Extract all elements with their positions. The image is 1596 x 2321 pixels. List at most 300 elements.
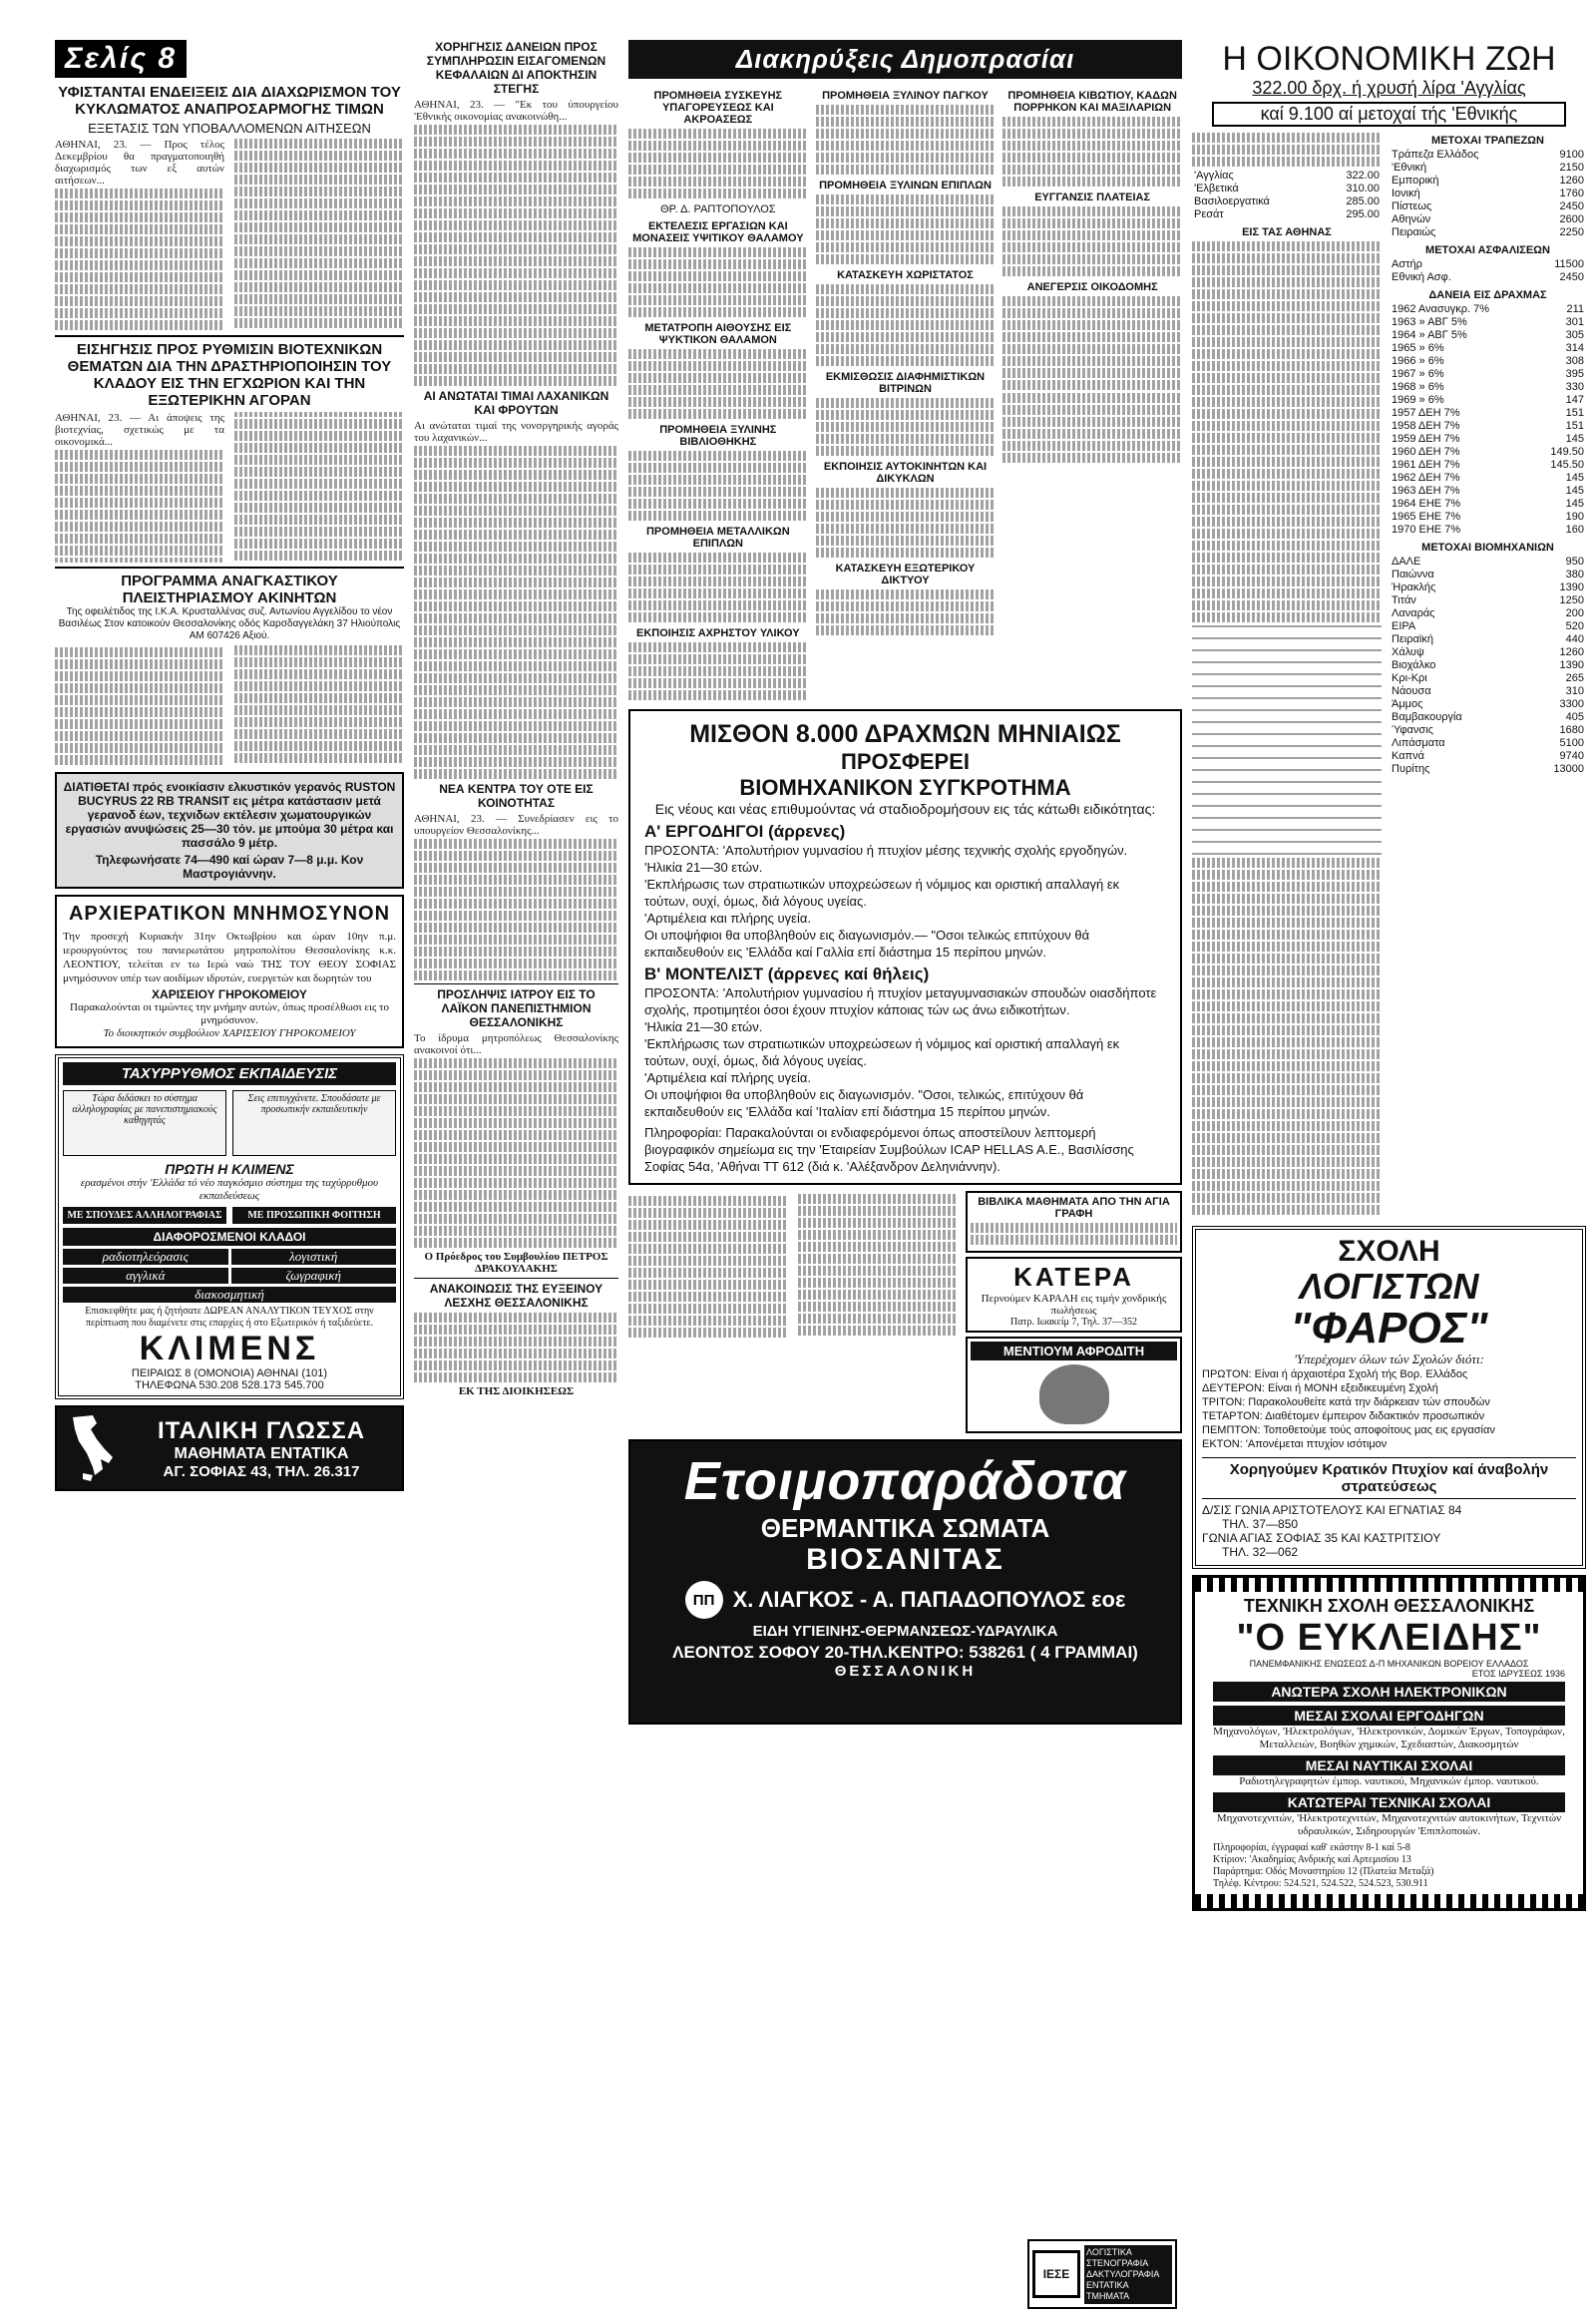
rate-name: 1967 » 6% [1392,368,1444,380]
radiator-line1: ΘΕΡΜΑΝΤΙΚΑ ΣΩΜΑΤΑ [760,1513,1050,1543]
rate-value: 2150 [1559,162,1584,174]
bank-row [1390,162,1586,175]
doctor-lead: Το ίδρυμα μητροπόλεως Θεσσαλονίκης ανακοινοί ότι... [414,1032,618,1056]
ote-lead: ΑΘΗΝΑΙ, 23. — Συνεδρίασεν εις το υπουργείον Θεσσαλονίκης... [414,813,618,837]
klimens-course-decoration: διακοσμητική [63,1287,396,1303]
faros-intro: 'Υπερέχομεν όλων τών Σχολών διότι: [1294,1352,1484,1366]
ad-job-offer [628,709,1182,1185]
rate-name: Εθνική Ασφ. [1392,271,1451,283]
industry-row [1390,737,1586,750]
rate-name: Καπνά [1392,750,1425,762]
economy-right [1390,130,1586,1218]
bible-title: ΒΙΒΛΙΚΑ ΜΑΘΗΜΑΤΑ ΑΠΟ ΤΗΝ ΑΓΙΑ ΓΡΑΦΗ [978,1196,1170,1220]
currency-table [1192,170,1382,221]
ad-mentium [966,1337,1182,1433]
rate-name: 1962 Ανασυγκρ. 7% [1392,303,1489,315]
ad-eukleidis [1192,1575,1586,1911]
rate-value: 395 [1565,368,1584,380]
ad-faros [1192,1226,1586,1569]
rate-value: 190 [1565,511,1584,523]
notice-title: ΕΚΤΕΛΕΣΙΣ ΕΡΓΑΣΙΩΝ ΚΑΙ ΜΟΝΑΣΕΙΣ ΥΨΙΤΙΚΟΥ ΘΑΛΑΜΟΥ [632,220,804,244]
ad-iese [1027,2239,1177,2309]
bank-row [1390,188,1586,200]
rate-name: 1968 » 6% [1392,381,1444,393]
industry-row [1390,672,1586,685]
crane-ad-text: ΔΙΑΤΙΘΕΤΑΙ πρός ενοικίασιν ελκυστικόν γερανός RUSTON BUCYRUS 22 RB TRANSIT εις μέτρα κατάστασιν μετά γερανοδ έων, τεχνιδων εκτέλεσιν χωματουργικών εργασιών ανυψώσεις 25—30 τόν. με μπούμα 30 μέτρα και πασσάλο 9 μέτρ. [63,780,396,850]
loan-row [1390,485,1586,498]
rate-name: 1969 » 6% [1392,394,1444,406]
ad-katera [966,1257,1182,1333]
page-masthead: Σελίς 8 [55,40,187,78]
article-body-3 [55,645,404,766]
industry-row [1390,763,1586,776]
klimens-slogan2: ερασμένοι στήν 'Ελλάδα τό νέο παγκόσμιο σύστημα της ταχύρρυθμου εκπαιδεύσεως [80,1177,379,1202]
rate-value: 9100 [1559,149,1584,161]
greek-key-border-top [1195,1578,1583,1592]
eukleidis-t3: Ραδιοτηλεγραφητών έμπορ. ναυτικού, Μηχανικών έμπορ. ναυτικού. [1239,1775,1539,1787]
rate-name: 1959 ΔΕΗ 7% [1392,433,1460,445]
rate-value: 3300 [1559,698,1584,710]
loan-row [1390,342,1586,355]
industry-row [1390,556,1586,569]
job-role-a: Α' ΕΡΓΟΔΗΓΟΙ (άρρενες) [644,822,846,841]
notice-title: ΕΚΠΟΙΗΣΙΣ ΑΧΡΗΣΤΟΥ ΥΛΙΚΟΥ [636,627,800,639]
eukleidis-h1: ΑΝΩΤΕΡΑ ΣΧΟΛΗ ΗΛΕΚΤΡΟΝΙΚΩΝ [1213,1682,1565,1702]
notice-title: ΠΡΟΜΗΘΕΙΑ ΣΥΣΚΕΥΗΣ ΥΠΑΓΟΡΕΥΣΕΩΣ ΚΑΙ ΑΚΡΟΑΣΕΩΣ [653,90,783,126]
rate-name: 1964 » ΑΒΓ 5% [1392,329,1467,341]
bank-row [1390,175,1586,188]
rate-value: 310 [1565,685,1584,697]
eukleidis-top: ΤΕΧΝΙΚΗ ΣΧΟΛΗ ΘΕΣΣΑΛΟΝΙΚΗΣ [1243,1596,1535,1616]
ad-klimens [55,1054,404,1399]
klimens-course-radio: ραδιοτηλεόρασις [63,1249,228,1265]
rate-value: 950 [1565,556,1584,568]
insurance-table [1390,258,1586,284]
article-doctor [414,1032,618,1248]
memorial-org: ΧΑΡΙΣΕΙΟΥ ΓΗΡΟΚΟΜΕΙΟΥ [152,987,307,1001]
klimens-name: ΚΛΙΜΕΝΣ [139,1330,320,1367]
faros-reason: ΔΕΥΤΕΡΟΝ: Είναι ή ΜΟΝΗ εξειδικευμένη Σχολή [1202,1382,1438,1394]
klimens-banner: ΔΙΑΦΟΡΟΣΜΕΝΟΙ ΚΛΑΔΟΙ [63,1228,396,1246]
rate-name: Βιοχάλκο [1392,659,1436,671]
radiator-big-title: Ετοιμοπαράδοτα [683,1451,1127,1511]
industry-row [1390,594,1586,607]
rate-value: 295.00 [1346,208,1380,220]
iese-text: ΛΟΓΙΣΤΙΚΑ ΣΤΕΝΟΓΡΑΦΙΑ ΔΑΚΤΥΛΟΓΡΑΦΙΑ ΕΝΤΑΤΙΚΑ ΤΜΗΜΑΤΑ [1084,2245,1172,2304]
klimens-top: ΤΑΧΥΡΡΥΘΜΟΣ ΕΚΠΑΙΔΕΥΣΙΣ [63,1062,396,1085]
loan-row [1390,446,1586,459]
memorial-signature: Το διοικητικόν συμβούλιον ΧΑΡΙΣΕΙΟΥ ΓΗΡΟΚΟΜΕΙΟΥ [103,1027,356,1039]
rate-value: 211 [1566,303,1584,315]
section-athens: ΕΙΣ ΤΑΣ ΑΘΗΝΑΣ [1242,226,1332,238]
economy-left [1192,130,1382,1218]
ad-radiators [628,1439,1182,1725]
column-1 [55,40,404,1497]
memorial-title: ΑΡΧΙΕΡΑΤΙΚΟΝ ΜΝΗΜΟΣΥΝΟΝ [68,903,391,925]
loan-row [1390,420,1586,433]
currency-row [1192,195,1382,208]
bank-table [1390,149,1586,239]
rate-name: 1957 ΔΕΗ 7% [1392,407,1460,419]
vegetables-lead: Αι ανώταται τιμαί της νονσργηρικής αγοράς του λαχανικών... [414,420,618,444]
rate-name: 1958 ΔΕΗ 7% [1392,420,1460,432]
job-role-b-req-2: 'Ηλικία 21—30 ετών. [644,1019,763,1034]
industry-row [1390,698,1586,711]
faros-reason: ΠΡΩΤΟΝ: Είναι ή άρχαιοτέρα Σχολή τής Βορ. Ελλάδος [1202,1368,1468,1380]
section-bank-shares: ΜΕΤΟΧΑΙ ΤΡΑΠΕΖΩΝ [1431,135,1544,147]
industry-row [1390,607,1586,620]
loan-row [1390,524,1586,537]
notice-title: ΕΚΜΙΣΘΩΣΙΣ ΔΙΑΦΗΜΙΣΤΙΚΩΝ ΒΙΤΡΙΝΩΝ [825,371,986,395]
memorial-text: Την προσεχή Κυριακήν 31ην Οκτωβρίου και ώραν 10ην π.μ. ιερουργούντος του πανιερωτάτου μητροπολίτου Θεσσαλονίκης κ.κ. ΛΕΟΝΤΙΟΥ, τελείται εν τω Ιερώ ναώ ΤΗΣ ΤΟΥ ΘΕΟΥ ΣΟΦΙΑΣ μνημόσυνον υπέρ των αοιδίμων ιδρυτών, ευεργετών και δωρητών του [63,931,396,984]
bank-row [1390,213,1586,226]
rate-value: 305 [1565,329,1584,341]
eukleidis-info1: Πληροφορίαι, έγγραφαί καθ' εκάστην 8-1 καί 5-8 [1213,1842,1410,1853]
faros-reasons [1202,1367,1576,1451]
rate-name: Λιπάσματα [1392,737,1445,749]
eukleidis-t4: Μηχανοτεχνιτών, 'Ηλεκτροτεχνιτών, Μηχανοτεχνιτών αυτοκινήτων, Τεχνιτών υδραυλικών, Σιδηρουργών 'Επιπλοποιών. [1216,1812,1562,1837]
rate-name: 1966 » 6% [1392,355,1444,367]
rate-name: 1962 ΔΕΗ 7% [1392,472,1460,484]
rate-name: 1960 ΔΕΗ 7% [1392,446,1460,458]
faros-line1: ΣΧΟΛΗ [1338,1235,1440,1268]
headline-vegetable-prices: ΑΙ ΑΝΩΤΑΤΑΙ ΤΙΜΑΙ ΛΑΧΑΝΙΚΩΝ ΚΑΙ ΦΡΟΥΤΩΝ [423,389,609,417]
rate-value: 151 [1565,420,1584,432]
rate-value: 1680 [1559,724,1584,736]
klimens-note: Επισκεφθήτε μας ή ζητήσατε ΔΩΡΕΑΝ ΑΝΑΛΥΤΙΚΟΝ ΤΕΥΧΟΣ στην περίπτωση που διαμένετε στις επαρχίες ή στο Εξωτερικόν ή ταξιδεύετε. [85,1306,374,1329]
rate-value: 145 [1565,433,1584,445]
headline-handicraft: ΕΙΣΗΓΗΣΙΣ ΠΡΟΣ ΡΥΘΜΙΣΙΝ ΒΙΟΤΕΧΝΙΚΩΝ ΘΕΜΑΤΩΝ ΔΙΑ ΤΗΝ ΔΡΑΣΤΗΡΙΟΠΟΙΗΣΙΝ ΤΟΥ ΚΛΑΔΟΥ ΕΙΣ ΤΗΝ ΕΓΧΩΡΙΟΝ ΚΑΙ ΤΗΝ ΕΞΩΤΕΡΙΚΗΝ ΑΓΟΡΑΝ [67,341,392,409]
column-3 [628,40,1182,1731]
notice-title: ΜΕΤΑΤΡΟΠΗ ΑΙΘΟΥΣΗΣ ΕΙΣ ΨΥΚΤΙΚΟΝ ΘΑΛΑΜΟΝ [644,322,792,346]
radiator-line2: ΒΙΟΣΑΝΙΤΑΣ [806,1543,1004,1576]
klimens-course-english: αγγλικά [63,1268,228,1284]
job-intro: Εις νέους και νέας επιθυμούντας νά σταδιοδρομήσουν εις τάς κάτωθι ειδικότητας: [654,801,1156,817]
eukleidis-name: "Ο ΕΥΚΛΕΙΔΗΣ" [1236,1617,1542,1659]
italian-sub: ΜΑΘΗΜΑΤΑ ΕΝΤΑΤΙΚΑ [174,1444,349,1462]
italy-map-icon [63,1413,119,1483]
katera-address: Πατρ. Ιωακείμ 7, Τηλ. 37—352 [1009,1317,1138,1328]
rate-name: Τιτάν [1392,594,1416,606]
rate-value: 145 [1565,485,1584,497]
industry-row [1390,724,1586,737]
radiator-line3: Χ. ΛΙΑΓΚΟΣ - Α. ΠΑΠΑΔΟΠΟΥΛΟΣ εοε [732,1587,1126,1612]
industry-row [1390,685,1586,698]
rate-name: Ήρακλής [1392,581,1436,593]
article-vegetables [414,420,618,779]
eukleidis-h3: ΜΕΣΑΙ ΝΑΥΤΙΚΑΙ ΣΧΟΛΑΙ [1213,1755,1565,1775]
article-loans [414,99,618,386]
iese-logo: ΙΕΣΕ [1032,2250,1080,2298]
loan-row [1390,355,1586,368]
job-role-b: Β' ΜΟΝΤΕΛΙΣΤ (άρρενες καί θήλεις) [644,965,930,983]
rate-name: Νάουσα [1392,685,1431,697]
rate-value: 2250 [1559,226,1584,238]
rate-value: 380 [1565,569,1584,580]
rate-value: 145.50 [1550,459,1584,471]
headline-ote: ΝΕΑ ΚΕΝΤΡΑ ΤΟΥ ΟΤΕ ΕΙΣ ΚΟΙΝΟΤΗΤΑΣ [439,782,594,810]
rate-value: 160 [1565,524,1584,536]
rate-name: 'Ελβετικά [1194,183,1239,194]
rate-value: 1260 [1559,175,1584,187]
loan-row [1390,433,1586,446]
rate-name: 'Αγγλίας [1194,170,1234,182]
job-role-b-req-1: ΠΡΟΣΟΝΤΑ: 'Απολυτήριον γυμνασίου ή πτυχίον μεταγυμνασιακών σπουδών οιασδήποτε σχολής, προτιμητέοι όσοι έχουν πτυχίον κάποιας τών ως άνω ειδικοτήτων. [644,985,1157,1017]
rate-name: 1970 ΕΗΕ 7% [1392,524,1461,536]
notice-col-1 [628,85,808,703]
job-role-b-req-4: 'Αρτιμέλεια καί πλήρης υγεία. [644,1070,811,1085]
rate-value: 308 [1565,355,1584,367]
rate-value: 13000 [1553,763,1584,775]
rate-name: Πυρίτης [1392,763,1430,775]
rate-name: ΕΙΡΑ [1392,620,1416,632]
loan-row [1390,498,1586,511]
rate-value: 151 [1565,407,1584,419]
gold-headline-1: 322.00 δρχ. ή χρυσή λίρα 'Αγγλίας [1252,78,1526,98]
article-club [414,1313,618,1382]
article-ote [414,813,618,980]
lower-left-ads [628,1191,958,1433]
section-loans: ΔΑΝΕΙΑ ΕΙΣ ΔΡΑΧΜΑΣ [1428,289,1547,301]
notice-signer: ΘΡ. Δ. ΡΑΠΤΟΠΟΥΛΟΣ [660,203,776,215]
ad-italian-language [55,1405,404,1491]
loan-row [1390,394,1586,407]
crane-ad-phone: Τηλεφωνήσατε 74—490 καί ώραν 7—8 μ.μ. Κον Μαστρογιάννην. [95,853,364,881]
rate-value: 2450 [1559,200,1584,212]
eukleidis-info2: Κτίριον: 'Ακαδημίας Ανδρικής καί Αρτεμισίου 13 [1213,1854,1411,1865]
headline-loans: ΧΟΡΗΓΗΣΙΣ ΔΑΝΕΙΩΝ ΠΡΟΣ ΣΥΜΠΛΗΡΩΣΙΝ ΕΙΣΑΓΟΜΕΝΩΝ ΚΕΦΑΛΑΙΩΝ ΔΙ ΑΠΟΚΤΗΣΙΝ ΣΤΕΓΗΣ [426,40,606,96]
faros-reason: ΕΚΤΟΝ: 'Απονέμεται πτυχίον ισότιμον [1202,1438,1388,1450]
headline-club: ΑΝΑΚΟΙΝΩΣΙΣ ΤΗΣ ΕΥΞΕΙΝΟΥ ΛΕΣΧΗΣ ΘΕΣΣΑΛΟΝΙΚΗΣ [429,1282,603,1310]
memorial-close: Παρακαλούνται οι τιμώντες την μνήμην αυτών, όπως προσέλθωσι εις το μνημόσυνον. [70,1001,389,1026]
eukleidis-info3: Παράρτημα: Οδός Μοναστηρίου 12 (Πλατεία Μεταξά) [1213,1866,1434,1877]
rate-value: 145 [1565,472,1584,484]
job-role-b-req-5: Οι υποψήφιοι θα υποβληθούν εις διαγωνισμόν. "Οσοι, τελικώς, επιτύχουν θά εκπαιδευθούν εις 'Ελλάδα καί 'Ιταλίαν επί διάστημα 15 περίπου μηνών. [644,1087,1084,1119]
auctions-banner: Διακηρύξεις Δημοπρασίαι [628,40,1182,79]
loan-row [1390,316,1586,329]
radiator-line6: ΘΕΣΣΑΛΟΝΙΚΗ [834,1663,977,1680]
exchange-table [1192,625,1382,855]
notice-title: ΠΡΟΜΗΘΕΙΑ ΜΕΤΑΛΛΙΚΩΝ ΕΠΙΠΛΩΝ [645,526,790,550]
rate-value: 2600 [1559,213,1584,225]
ad-crane-rental [55,772,404,889]
rate-value: 149.50 [1550,446,1584,458]
job-role-a-req-2: 'Ηλικία 21—30 ετών. [644,860,763,875]
rate-name: Πειραϊκή [1392,633,1433,645]
klimens-badge-correspondence: ΜΕ ΣΠΟΥΔΕΣ ΑΛΛΗΛΟΓΡΑΦΙΑΣ [63,1207,226,1224]
notice-col-3 [1002,85,1182,703]
faros-address1: Δ/ΣΙΣ ΓΩΝΙΑ ΑΡΙΣΤΟΤΕΛΟΥΣ ΚΑΙ ΕΓΝΑΤΙΑΣ 84 [1202,1503,1462,1517]
klimens-badge-attendance: ΜΕ ΠΡΟΣΩΠΙΚΗ ΦΟΙΤΗΣΗ [232,1207,396,1224]
rate-name: Βαμβακουργία [1392,711,1462,723]
loan-row [1390,381,1586,394]
klimens-slogan: ΠΡΩΤΗ Η ΚΛΙΜΕΝΣ [165,1161,294,1177]
klimens-address: ΠΕΙΡΑΙΩΣ 8 (ΟΜΟΝΟΙΑ) ΑΘΗΝΑΙ (101) [131,1367,328,1379]
rate-value: 145 [1565,498,1584,510]
job-info: Πληροφορίαι: Παρακαλούνται οι ενδιαφερόμενοι όπως αποστείλουν λεπτομερή βιογραφικόν σημείωμα εις την 'Εταιρείαν Συμβούλων ICAP HELLAS A.E., Βασιλίσσης Σοφίας 54α, 'Αθήναι ΤΤ 612 (διά κ. 'Αλέξανδρον Δεληνιάννην). [644,1125,1134,1174]
gold-headline-2: καί 9.100 αί μετοχαί τής 'Εθνικής [1212,102,1566,127]
loan-row [1390,459,1586,472]
job-role-a-req-1: ΠΡΟΣΟΝΤΑ: 'Απολυτήριον γυμνασίου ή πτυχίον μέσης τεχνικής σχολής εργοδηγών. [644,843,1128,858]
rate-value: 9740 [1559,750,1584,762]
lower-ads-row [628,1191,1182,1433]
rate-name: Εμπορική [1392,175,1439,187]
faros-reason: ΤΡΙΤΟΝ: Παρακολουθείτε κατά την διάρκειαν τών σπουδών [1202,1396,1490,1408]
column-2 [414,40,618,1397]
eukleidis-sub: ΠΑΝΕΜΦΑΝΙΚΗΣ ΕΝΩΣΕΩΣ Δ-Π ΜΗΧΑΝΙΚΩΝ ΒΟΡΕΙΟΥ ΕΛΛΑΔΟΣ [1249,1659,1529,1669]
industry-row [1390,620,1586,633]
faros-line2: ΛΟΓΙΣΤΩΝ [1299,1266,1479,1307]
italian-address: ΑΓ. ΣΟΦΙΑΣ 43, ΤΗΛ. 26.317 [163,1462,360,1480]
faros-tel2: ΤΗΛ. 32—062 [1222,1545,1299,1559]
katera-title: ΚΑΤΕΡΑ [1013,1262,1134,1292]
loans-table [1390,303,1586,537]
faros-reason: ΠΕΜΠΤΟΝ: Τοποθετούμε τούς αποφοίτους μας εις εργασίαν [1202,1424,1495,1436]
rate-value: 1390 [1559,581,1584,593]
rate-name: Πίστεως [1392,200,1432,212]
eukleidis-year: ΕΤΟΣ ΙΔΡΥΣΕΩΣ 1936 [1471,1669,1565,1679]
faros-slogan: Χορηγούμεν Κρατικόν Πτυχίον καί άναβολήν στρατεύσεως [1202,1457,1576,1499]
currency-row [1192,208,1382,221]
club-signature: ΕΚ ΤΗΣ ΔΙΟΙΚΗΣΕΩΣ [458,1385,575,1397]
rate-name: 1965 ΕΗΕ 7% [1392,511,1461,523]
rate-name: Ρεσάτ [1194,208,1224,220]
mentium-title: ΜΕΝΤΙΟΥΜ ΑΦΡΟΔΙΤΗ [971,1342,1177,1360]
notice-title: ΚΑΤΑΣΚΕΥΗ ΕΞΩΤΕΡΙΚΟΥ ΔΙΚΤΥΟΥ [835,563,976,586]
job-role-a-req-5: Οι υποψήφιοι θα υποβληθούν εις διαγωνισμόν.— "Οσοι τελικώς επιτύχουν θά εκπαιδευθούν εις 'Ελλάδα καί Γαλλία επί διάστημα 15 περίπου μηνών. [644,928,1090,960]
eukleidis-h2: ΜΕΣΑΙ ΣΧΟΛΑΙ ΕΡΓΟΔΗΓΩΝ [1213,1706,1565,1726]
faros-address2: ΓΩΝΙΑ ΑΓΙΑΣ ΣΟΦΙΑΣ 35 ΚΑΙ ΚΑΣΤΡΙΤΣΙΟΥ [1202,1531,1441,1545]
rate-name: Τράπεζα Ελλάδος [1392,149,1479,161]
klimens-phone: ΤΗΛΕΦΩΝΑ 530.208 528.173 545.700 [135,1379,324,1391]
rate-value: 1260 [1559,646,1584,658]
italian-title: ΙΤΑΛΙΚΗ ΓΛΩΣΣΑ [157,1416,366,1444]
article-body-2 [55,412,404,563]
section-insurance: ΜΕΤΟΧΑΙ ΑΣΦΑΛΙΣΕΩΝ [1425,244,1550,256]
rate-value: 1390 [1559,659,1584,671]
notice-title: ΠΡΟΜΗΘΕΙΑ ΞΥΛΙΝΗΣ ΒΙΒΛΙΟΘΗΚΗΣ [659,424,777,448]
notice-title: ΠΡΟΜΗΘΕΙΑ ΞΥΛΙΝΟΥ ΠΑΓΚΟΥ [822,90,989,102]
klimens-course-painting: ζωγραφική [231,1268,397,1284]
loan-row [1390,329,1586,342]
rate-value: 1760 [1559,188,1584,199]
currency-row [1192,170,1382,183]
loan-row [1390,511,1586,524]
rate-name: Λαναράς [1392,607,1435,619]
ad-bible [966,1191,1182,1253]
faros-reason: ΤΕΤΑΡΤΟΝ: Διαθέτομεν έμπειρον διδακτικόν προσωπικόν [1202,1410,1485,1422]
job-title-company: ΒΙΟΜΗΧΑΝΙΚΟΝ ΣΥΓΚΡΟΤΗΜΑ [739,775,1071,800]
rate-value: 11500 [1554,258,1584,270]
rate-value: 310.00 [1346,183,1380,194]
article-body-1 [55,139,404,331]
memorial-notice [55,895,404,1048]
radiator-line5: ΛΕΟΝΤΟΣ ΣΟΦΟΥ 20-ΤΗΛ.ΚΕΝΤΡΟ: 538261 ( 4 ΓΡΑΜΜΑΙ) [672,1643,1138,1662]
rate-name: ΔΑΛΕ [1392,556,1421,568]
rate-name: Άμμος [1392,698,1423,710]
rate-name: 1965 » 6% [1392,342,1444,354]
rate-name: 1961 ΔΕΗ 7% [1392,459,1460,471]
notice-title: ΑΝΕΓΕΡΣΙΣ ΟΙΚΟΔΟΜΗΣ [1026,281,1158,293]
notices-grid [628,85,1182,703]
rate-value: 314 [1565,342,1584,354]
faros-tel1: ΤΗΛ. 37—850 [1222,1517,1299,1531]
rate-value: 520 [1565,620,1584,632]
rate-name: Κρι-Κρι [1392,672,1427,684]
rate-value: 1250 [1559,594,1584,606]
notice-title: ΠΡΟΜΗΘΕΙΑ ΚΙΒΩΤΙΟΥ, ΚΑΔΩΝ ΠΟΡΡΗΚΟΝ ΚΑΙ ΜΑΞΙΛΑΡΙΩΝ [1007,90,1177,114]
job-title-offers: ΠΡΟΣΦΕΡΕΙ [840,749,971,774]
eukleidis-t2: Μηχανολόγων, 'Ηλεκτρολόγων, 'Ηλεκτρονικών, Δομικών Έργων, Τοπογράφων, Μεταλλειών, Βοηθών χημικών, Σχεδιαστών, Διακοσμητών [1213,1726,1565,1750]
rate-name: 1964 ΕΗΕ 7% [1392,498,1461,510]
rate-name: Χάλυψ [1392,646,1424,658]
radiator-logo: ΠΠ [685,1581,723,1619]
radiator-line4: ΕΙΔΗ ΥΓΙΕΙΝΗΣ-ΘΕΡΜΑΝΣΕΩΣ-ΥΔΡΑΥΛΙΚΑ [752,1623,1058,1640]
rate-name: Ιονική [1392,188,1420,199]
notice-title: ΠΡΟΜΗΘΕΙΑ ΞΥΛΙΝΩΝ ΕΠΙΠΛΩΝ [819,180,992,192]
economy-grid [1192,130,1586,1218]
notice-col-2 [816,85,996,703]
job-role-a-req-4: 'Αρτιμέλεια και πλήρης υγεία. [644,911,811,926]
rate-value: 405 [1565,711,1584,723]
industry-row [1390,711,1586,724]
job-role-a-req-3: 'Εκπλήρωσις των στρατιωτικών υποχρεώσεων ή νόμιμος και οριστική απαλλαγή εκ τούτων, ουχί, όμως, διά λόγους υγείας. [644,877,1120,909]
rate-name: 1963 » ΑΒΓ 5% [1392,316,1467,328]
industry-row [1390,633,1586,646]
rate-name: Παιώννα [1392,569,1434,580]
notice-title: ΚΑΤΑΣΚΕΥΗ ΧΩΡΙΣΤΑΤΟΣ [837,269,974,281]
headline-auction: ΠΡΟΓΡΑΜΜΑ ΑΝΑΓΚΑΣΤΙΚΟΥ ΠΛΕΙΣΤΗΡΙΑΣΜΟΥ ΑΚΙΝΗΤΩΝ [121,573,338,606]
job-role-b-req-3: 'Εκπλήρωσις των στρατιωτικών υποχρεώσεων ή νόμιμος καί οριστική απαλλαγή εκ τούτων, ουχί, όμως, διά λόγους υγείας. [644,1036,1120,1068]
insurance-row [1390,271,1586,284]
currency-row [1192,183,1382,195]
rate-value: 200 [1565,607,1584,619]
rate-value: 147 [1565,394,1584,406]
loan-row [1390,472,1586,485]
section-industry: ΜΕΤΟΧΑΙ ΒΙΟΜΗΧΑΝΙΩΝ [1421,542,1554,554]
lower-right-ads [966,1191,1182,1433]
rate-value: 330 [1565,381,1584,393]
column-4 [1192,40,1586,1911]
economy-title: Η ΟΙΚΟΝΟΜΙΚΗ ΖΩΗ [1222,40,1556,78]
bank-row [1390,200,1586,213]
eukleidis-h4: ΚΑΤΩΤΕΡΑΙ ΤΕΧΝΙΚΑΙ ΣΧΟΛΑΙ [1213,1792,1565,1812]
rate-value: 322.00 [1346,170,1380,182]
notice-title: ΕΥΓΓΑΝΣΙΣ ΠΛΑΤΕΙΑΣ [1034,192,1151,203]
job-title-salary: ΜΙΣΘΟΝ 8.000 ΔΡΑΧΜΩΝ ΜΗΝΙΑΙΩΣ [689,720,1121,748]
loan-row [1390,407,1586,420]
auction-subhead: Της οφειλέτιδος της Ι.Κ.Α. Κρυσταλλένας συζ. Αντωνίου Αγγελίδου το νέον Βασιλέως Στον κατοικούν Θεσσαλονίκης οδός Καρσδαγγελάκη 37 Ηλιούπολις ΑΜ 607426 Αξιού. [58,606,401,641]
article-lead-1: ΑΘΗΝΑΙ, 23. — Προς τέλος Δεκεμβρίου θα πραγματοποιηθή διαχωρισμός των εξ αυτών αιτήσεων... [55,139,224,187]
mentium-portrait [1039,1364,1109,1424]
rate-name: Αθηνών [1392,213,1431,225]
faros-line3: "ΦΑΡΟΣ" [1290,1304,1488,1353]
lower-notices-text [628,1194,958,1354]
rate-name: Ύφανσις [1392,724,1433,736]
rate-name: 'Εθνική [1392,162,1427,174]
industry-row [1390,659,1586,672]
industry-row [1390,581,1586,594]
klimens-course-accounting: λογιστική [231,1249,397,1265]
rate-value: 440 [1565,633,1584,645]
industry-table [1390,556,1586,776]
headline-price-adjustment: ΥΦΙΣΤΑΝΤΑΙ ΕΝΔΕΙΞΕΙΣ ΔΙΑ ΔΙΑΧΩΡΙΣΜΟΝ ΤΟΥ ΚΥΚΛΩΜΑΤΟΣ ΑΝΑΠΡΟΣΑΡΜΟΓΗΣ ΤΙΜΩΝ [58,84,401,118]
klimens-right-box: Σεις επιτυγχάνετε. Σπουδάσατε με προσωπικήν εκπαιδευτικήν [232,1090,396,1156]
rate-name: Αστήρ [1392,258,1422,270]
loan-row [1390,303,1586,316]
rate-value: 2450 [1559,271,1584,283]
notice-title: ΕΚΠΟΙΗΣΙΣ ΑΥΤΟΚΙΝΗΤΩΝ ΚΑΙ ΔΙΚΥΚΛΩΝ [823,461,988,485]
